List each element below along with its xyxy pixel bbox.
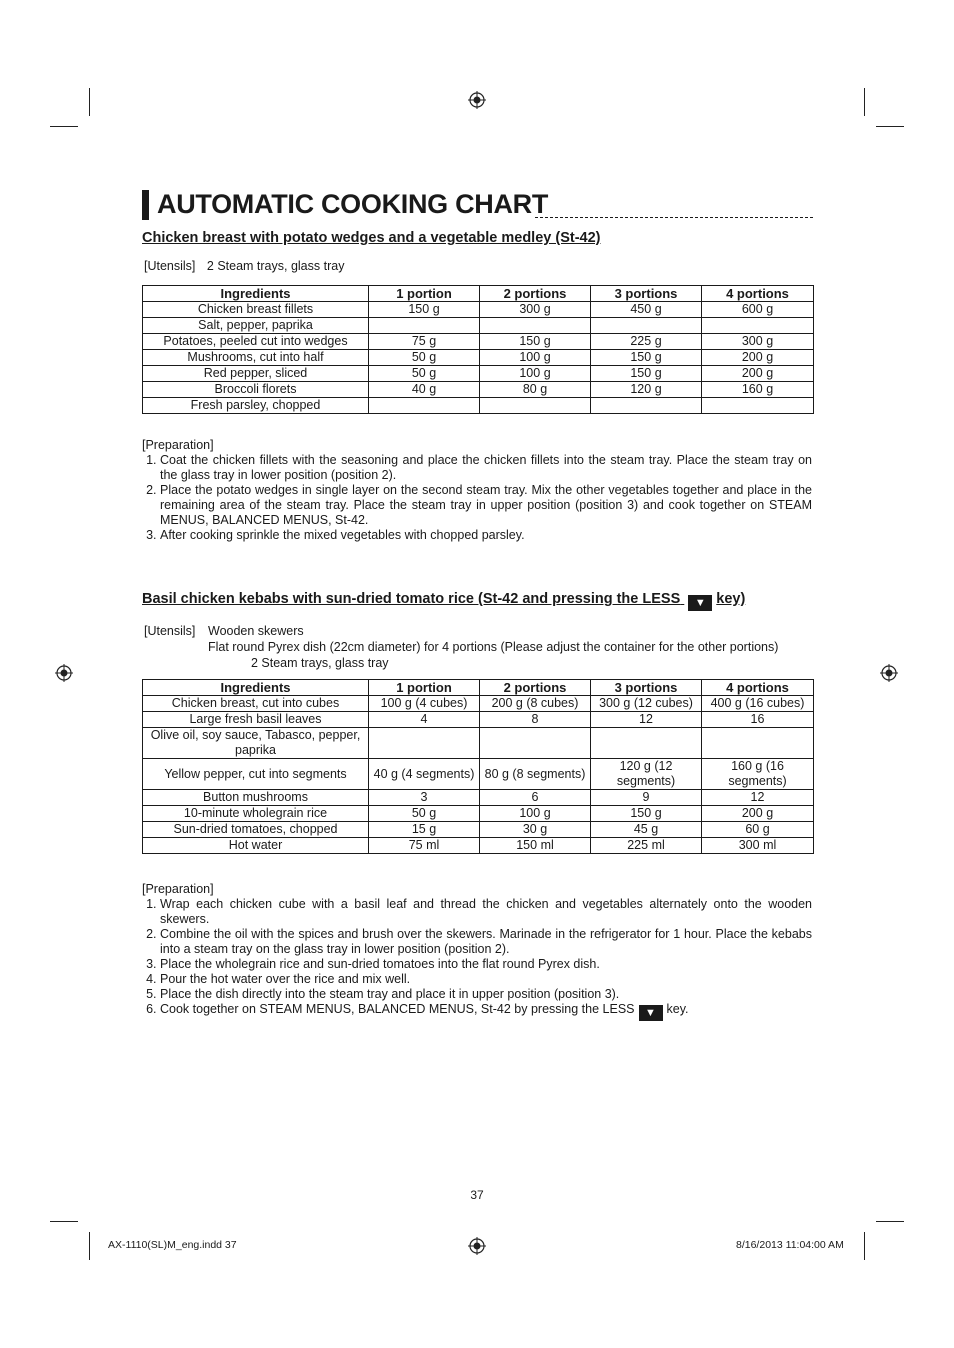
preparation-step: 1. Coat the chicken fillets with the seasoning and place the chicken fillets into the steam tray. Place the steam tray on the glass tray in lower position (position 2). (160, 453, 812, 483)
preparation-label: [Preparation] (142, 438, 214, 452)
quantity-cell: 225 g (591, 334, 702, 350)
table-row (143, 759, 814, 790)
table-row (143, 790, 814, 806)
quantity-cell: 45 g (591, 822, 702, 838)
utensils-value: Wooden skewers (208, 624, 304, 638)
step-text: key. (666, 1002, 689, 1016)
preparation-step: 1. Wrap each chicken cube with a basil leaf and thread the chicken and vegetables alternately onto the wooden skewers. (160, 897, 812, 927)
page-number: 37 (470, 1188, 484, 1202)
recipe-1-utensils (144, 259, 344, 274)
quantity-cell: 200 g (8 cubes) (480, 696, 591, 712)
quantity-cell: 80 g (8 segments) (480, 759, 591, 790)
quantity-cell: 150 g (480, 334, 591, 350)
quantity-cell (702, 728, 814, 759)
table-row (143, 728, 814, 759)
preparation-step: 3. After cooking sprinkle the mixed vegetables with chopped parsley. (160, 528, 812, 543)
quantity-cell: 12 (591, 712, 702, 728)
quantity-cell: 100 g (480, 350, 591, 366)
crop-mark (89, 1232, 90, 1260)
table-row (143, 712, 814, 728)
utensils-label: [Utensils] (144, 259, 196, 273)
preparation-step: 2. Place the potato wedges in single layer on the second steam tray. Mix the other vegetables together and place in the remaining area of the steam tray. Place the steam tray in upper position (position 3) and cook together on STEAM MENUS, BALANCED MENUS, St-42. (160, 483, 812, 528)
registration-mark-icon (55, 664, 73, 682)
preparation-step: 2. Combine the oil with the spices and brush over the skewers. Marinade in the refrigerator for 1 hour. Place the kebabs into a steam tray on the glass tray in lower position (position 2). (160, 927, 812, 957)
quantity-cell: 300 g (480, 302, 591, 318)
quantity-cell (369, 398, 480, 414)
table-row (143, 696, 814, 712)
ingredient-cell: Chicken breast, cut into cubes (143, 696, 369, 712)
ingredient-cell: Chicken breast fillets (143, 302, 369, 318)
quantity-cell: 8 (480, 712, 591, 728)
page-title: AUTOMATIC COOKING CHART (157, 189, 549, 219)
quantity-cell: 50 g (369, 366, 480, 382)
quantity-cell: 160 g (16 segments) (702, 759, 814, 790)
table-row (143, 806, 814, 822)
crop-mark (876, 126, 904, 127)
page-title-block (142, 188, 813, 222)
quantity-cell (480, 398, 591, 414)
recipe-2-heading (142, 591, 745, 611)
quantity-cell (480, 318, 591, 334)
ingredient-cell: Large fresh basil leaves (143, 712, 369, 728)
less-key-icon: ▼ (639, 1005, 663, 1021)
quantity-cell: 50 g (369, 350, 480, 366)
table-row (143, 398, 814, 414)
quantity-cell (702, 318, 814, 334)
column-header: 3 portions (591, 286, 702, 302)
ingredient-cell: Sun-dried tomatoes, chopped (143, 822, 369, 838)
quantity-cell: 40 g (369, 382, 480, 398)
quantity-cell: 75 ml (369, 838, 480, 854)
table-row (143, 350, 814, 366)
quantity-cell: 16 (702, 712, 814, 728)
step-text: Cook together on STEAM MENUS, BALANCED MENUS, St-42 by pressing the LESS (160, 1002, 635, 1016)
recipe-1-preparation (142, 438, 812, 543)
quantity-cell (591, 398, 702, 414)
quantity-cell: 300 ml (702, 838, 814, 854)
table-row (143, 334, 814, 350)
quantity-cell: 150 g (591, 366, 702, 382)
crop-mark (876, 1221, 904, 1222)
crop-mark (864, 1232, 865, 1260)
column-header: 3 portions (591, 680, 702, 696)
less-key-icon: ▼ (688, 595, 712, 611)
column-header: Ingredients (143, 680, 369, 696)
quantity-cell (702, 398, 814, 414)
quantity-cell: 450 g (591, 302, 702, 318)
footer-timestamp: 8/16/2013 11:04:00 AM (736, 1239, 844, 1251)
preparation-step: 3. Place the wholegrain rice and sun-dried tomatoes into the flat round Pyrex dish. (160, 957, 812, 972)
column-header: 1 portion (369, 680, 480, 696)
ingredient-cell: Fresh parsley, chopped (143, 398, 369, 414)
crop-mark (89, 88, 90, 116)
recipe-2-heading-key: key) (716, 591, 746, 607)
quantity-cell: 6 (480, 790, 591, 806)
ingredient-cell: Potatoes, peeled cut into wedges (143, 334, 369, 350)
quantity-cell (369, 318, 480, 334)
quantity-cell: 150 g (591, 806, 702, 822)
quantity-cell (480, 728, 591, 759)
recipe-2-utensils (144, 624, 195, 639)
preparation-step: 5. Place the dish directly into the steam tray and place it in upper position (position 3). (160, 987, 812, 1002)
quantity-cell: 200 g (702, 366, 814, 382)
quantity-cell: 100 g (480, 366, 591, 382)
title-bar (142, 190, 149, 220)
registration-mark-icon (468, 1237, 486, 1255)
quantity-cell: 300 g (12 cubes) (591, 696, 702, 712)
quantity-cell: 150 g (369, 302, 480, 318)
column-header: 4 portions (702, 680, 814, 696)
preparation-steps (142, 453, 812, 543)
utensils-label: [Utensils] (144, 624, 196, 638)
column-header: 4 portions (702, 286, 814, 302)
ingredient-cell: Button mushrooms (143, 790, 369, 806)
quantity-cell: 150 ml (480, 838, 591, 854)
ingredient-cell: 10-minute wholegrain rice (143, 806, 369, 822)
quantity-cell: 200 g (702, 806, 814, 822)
column-header: Ingredients (143, 286, 369, 302)
crop-mark (864, 88, 865, 116)
ingredient-cell: Broccoli florets (143, 382, 369, 398)
column-header: 2 portions (480, 680, 591, 696)
quantity-cell: 12 (702, 790, 814, 806)
quantity-cell: 60 g (702, 822, 814, 838)
ingredient-cell: Yellow pepper, cut into segments (143, 759, 369, 790)
ingredient-cell: Salt, pepper, paprika (143, 318, 369, 334)
quantity-cell: 400 g (16 cubes) (702, 696, 814, 712)
column-header: 1 portion (369, 286, 480, 302)
quantity-cell: 30 g (480, 822, 591, 838)
utensils-value: 2 Steam trays, glass tray (251, 656, 389, 670)
title-dash-rule (535, 217, 813, 218)
quantity-cell: 9 (591, 790, 702, 806)
quantity-cell: 15 g (369, 822, 480, 838)
quantity-cell: 80 g (480, 382, 591, 398)
ingredient-cell: Olive oil, soy sauce, Tabasco, pepper, paprika (143, 728, 369, 759)
quantity-cell (591, 318, 702, 334)
preparation-step: 4. Pour the hot water over the rice and mix well. (160, 972, 812, 987)
quantity-cell: 150 g (591, 350, 702, 366)
crop-mark (50, 126, 78, 127)
table-row (143, 302, 814, 318)
quantity-cell: 120 g (12 segments) (591, 759, 702, 790)
quantity-cell: 200 g (702, 350, 814, 366)
footer-filename: AX-1110(SL)M_eng.indd 37 (108, 1239, 237, 1251)
crop-mark (50, 1221, 78, 1222)
quantity-cell: 4 (369, 712, 480, 728)
ingredient-cell: Hot water (143, 838, 369, 854)
recipe-2-heading-text: Basil chicken kebabs with sun-dried tomato rice (St-42 and pressing the LESS (142, 591, 681, 607)
column-header: 2 portions (480, 286, 591, 302)
quantity-cell: 225 ml (591, 838, 702, 854)
quantity-cell: 100 g (4 cubes) (369, 696, 480, 712)
quantity-cell: 160 g (702, 382, 814, 398)
table-row (143, 318, 814, 334)
registration-mark-icon (880, 664, 898, 682)
table-row (143, 822, 814, 838)
preparation-steps (142, 897, 812, 1021)
quantity-cell: 600 g (702, 302, 814, 318)
quantity-cell: 40 g (4 segments) (369, 759, 480, 790)
recipe-1-heading: Chicken breast with potato wedges and a vegetable medley (St-42) (142, 230, 601, 246)
recipe-1-table (142, 285, 814, 414)
registration-mark-icon (468, 91, 486, 109)
quantity-cell (369, 728, 480, 759)
quantity-cell: 120 g (591, 382, 702, 398)
utensils-value: 2 Steam trays, glass tray (206, 259, 345, 273)
table-row (143, 838, 814, 854)
table-row (143, 366, 814, 382)
quantity-cell (591, 728, 702, 759)
utensils-value: Flat round Pyrex dish (22cm diameter) for 4 portions (Please adjust the container for the other portions) (208, 640, 779, 654)
table-row (143, 382, 814, 398)
quantity-cell: 50 g (369, 806, 480, 822)
quantity-cell: 100 g (480, 806, 591, 822)
quantity-cell: 75 g (369, 334, 480, 350)
preparation-label: [Preparation] (142, 882, 214, 896)
preparation-step (160, 1002, 812, 1021)
ingredient-cell: Red pepper, sliced (143, 366, 369, 382)
quantity-cell: 3 (369, 790, 480, 806)
ingredient-cell: Mushrooms, cut into half (143, 350, 369, 366)
recipe-2-preparation (142, 882, 812, 1021)
recipe-2-table (142, 679, 814, 854)
quantity-cell: 300 g (702, 334, 814, 350)
